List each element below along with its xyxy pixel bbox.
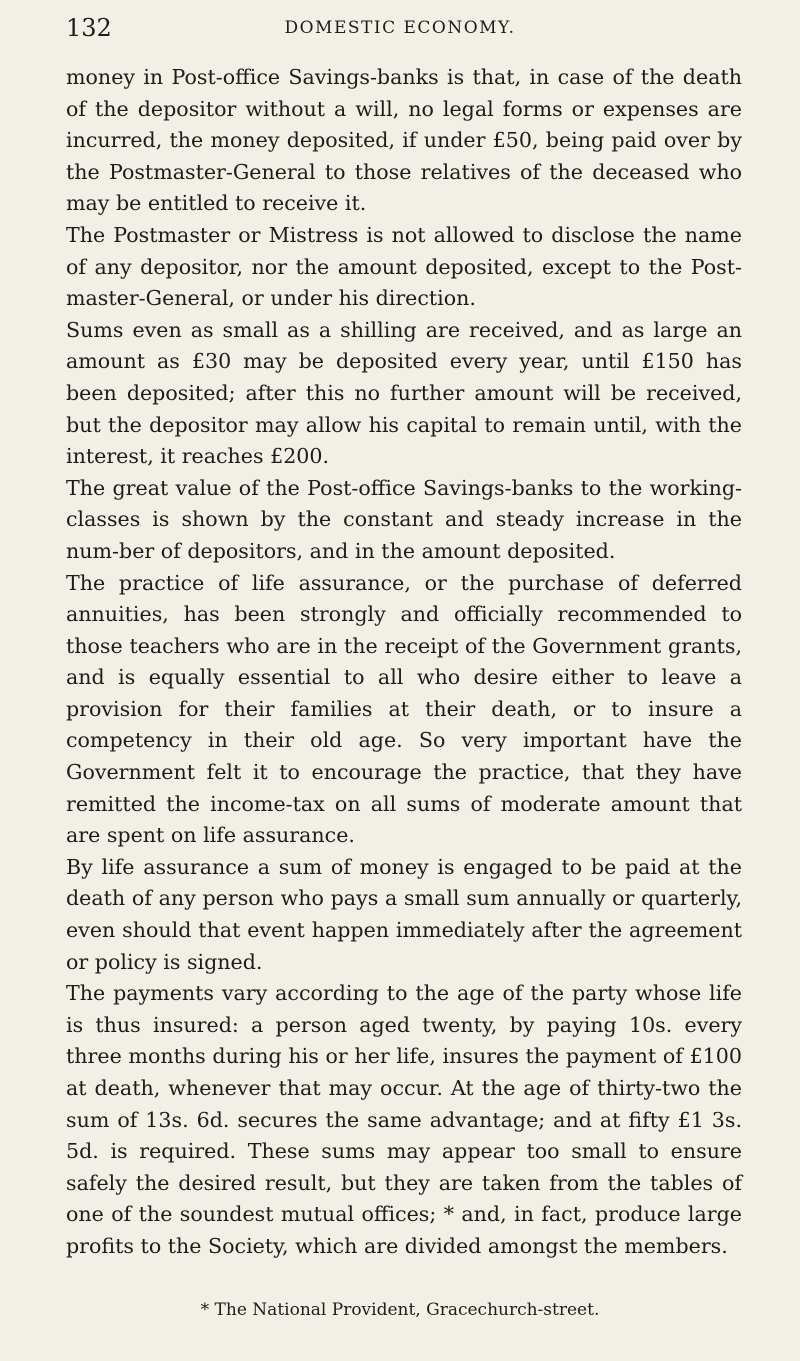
paragraph-deposit-limits: Sums even as small as a shilling are received, and as large an amount as £30 may be deposited every year, until £150 has been deposited; after this no further amount will be received, but the depositor may allow his capital to remain until, with the interest, it reaches £200.: [66, 317, 742, 469]
paragraph-postmaster-disclosure: The Postmaster or Mistress is not allowed to disclose the name of any depositor, nor the amount deposited, except to the Post-master-General, or under his direction.: [66, 222, 742, 311]
page-number: 132: [66, 14, 112, 42]
page-header: [66, 14, 734, 44]
paragraph-payments: The payments vary according to the age of the party whose life is thus insured: a person aged twenty, by paying 10s. every three months during his or her life, insures the payment of £100 at death, whenever that may occur. At the age of thirty-two the sum of 13s. 6d. secures the same advantage; and at fifty £1 3s. 5d. is required. These sums may appear too small to ensure safely the desired result, but they are taken from the tables of one of the soundest mutual offices; * and, in fact, produce large profits to the Society, which are divided amongst the members.: [66, 981, 742, 1258]
body-text: [66, 62, 742, 1263]
paragraph-life-assurance-definition: By life assurance a sum of money is engaged to be paid at the death of any person who pays a small sum annually or quarterly, even should that event happen immediately after the agreement or policy is signed.: [66, 854, 742, 974]
paragraph-savings-banks-value: The great value of the Post-office Savings-banks to the working-classes is shown by the constant and steady increase in the num-ber of depositors, and in the amount deposited.: [66, 475, 742, 563]
paragraph-continuation: money in Post-office Savings-banks is that, in case of the death of the depositor without a will, no legal forms or expenses are incurred, the money deposited, if under £50, being paid over by the Postmaster-General to those relatives of the deceased who may be entitled to receive it.: [66, 65, 742, 216]
footnote: * The National Provident, Gracechurch-street.: [200, 1300, 600, 1320]
running-head: DOMESTIC ECONOMY.: [284, 18, 516, 38]
paragraph-life-assurance-practice: The practice of life assurance, or the purchase of deferred annuities, has been strongly and officially recommended to those teachers who are in the receipt of the Government grants, and is equally essential to all who desire either to leave a provision for their families at their death, or to insure a competency in their old age. So very important have the Government felt it to encourage the practice, that they have remitted the income-tax on all sums of moderate amount that are spent on life assurance.: [66, 570, 742, 848]
